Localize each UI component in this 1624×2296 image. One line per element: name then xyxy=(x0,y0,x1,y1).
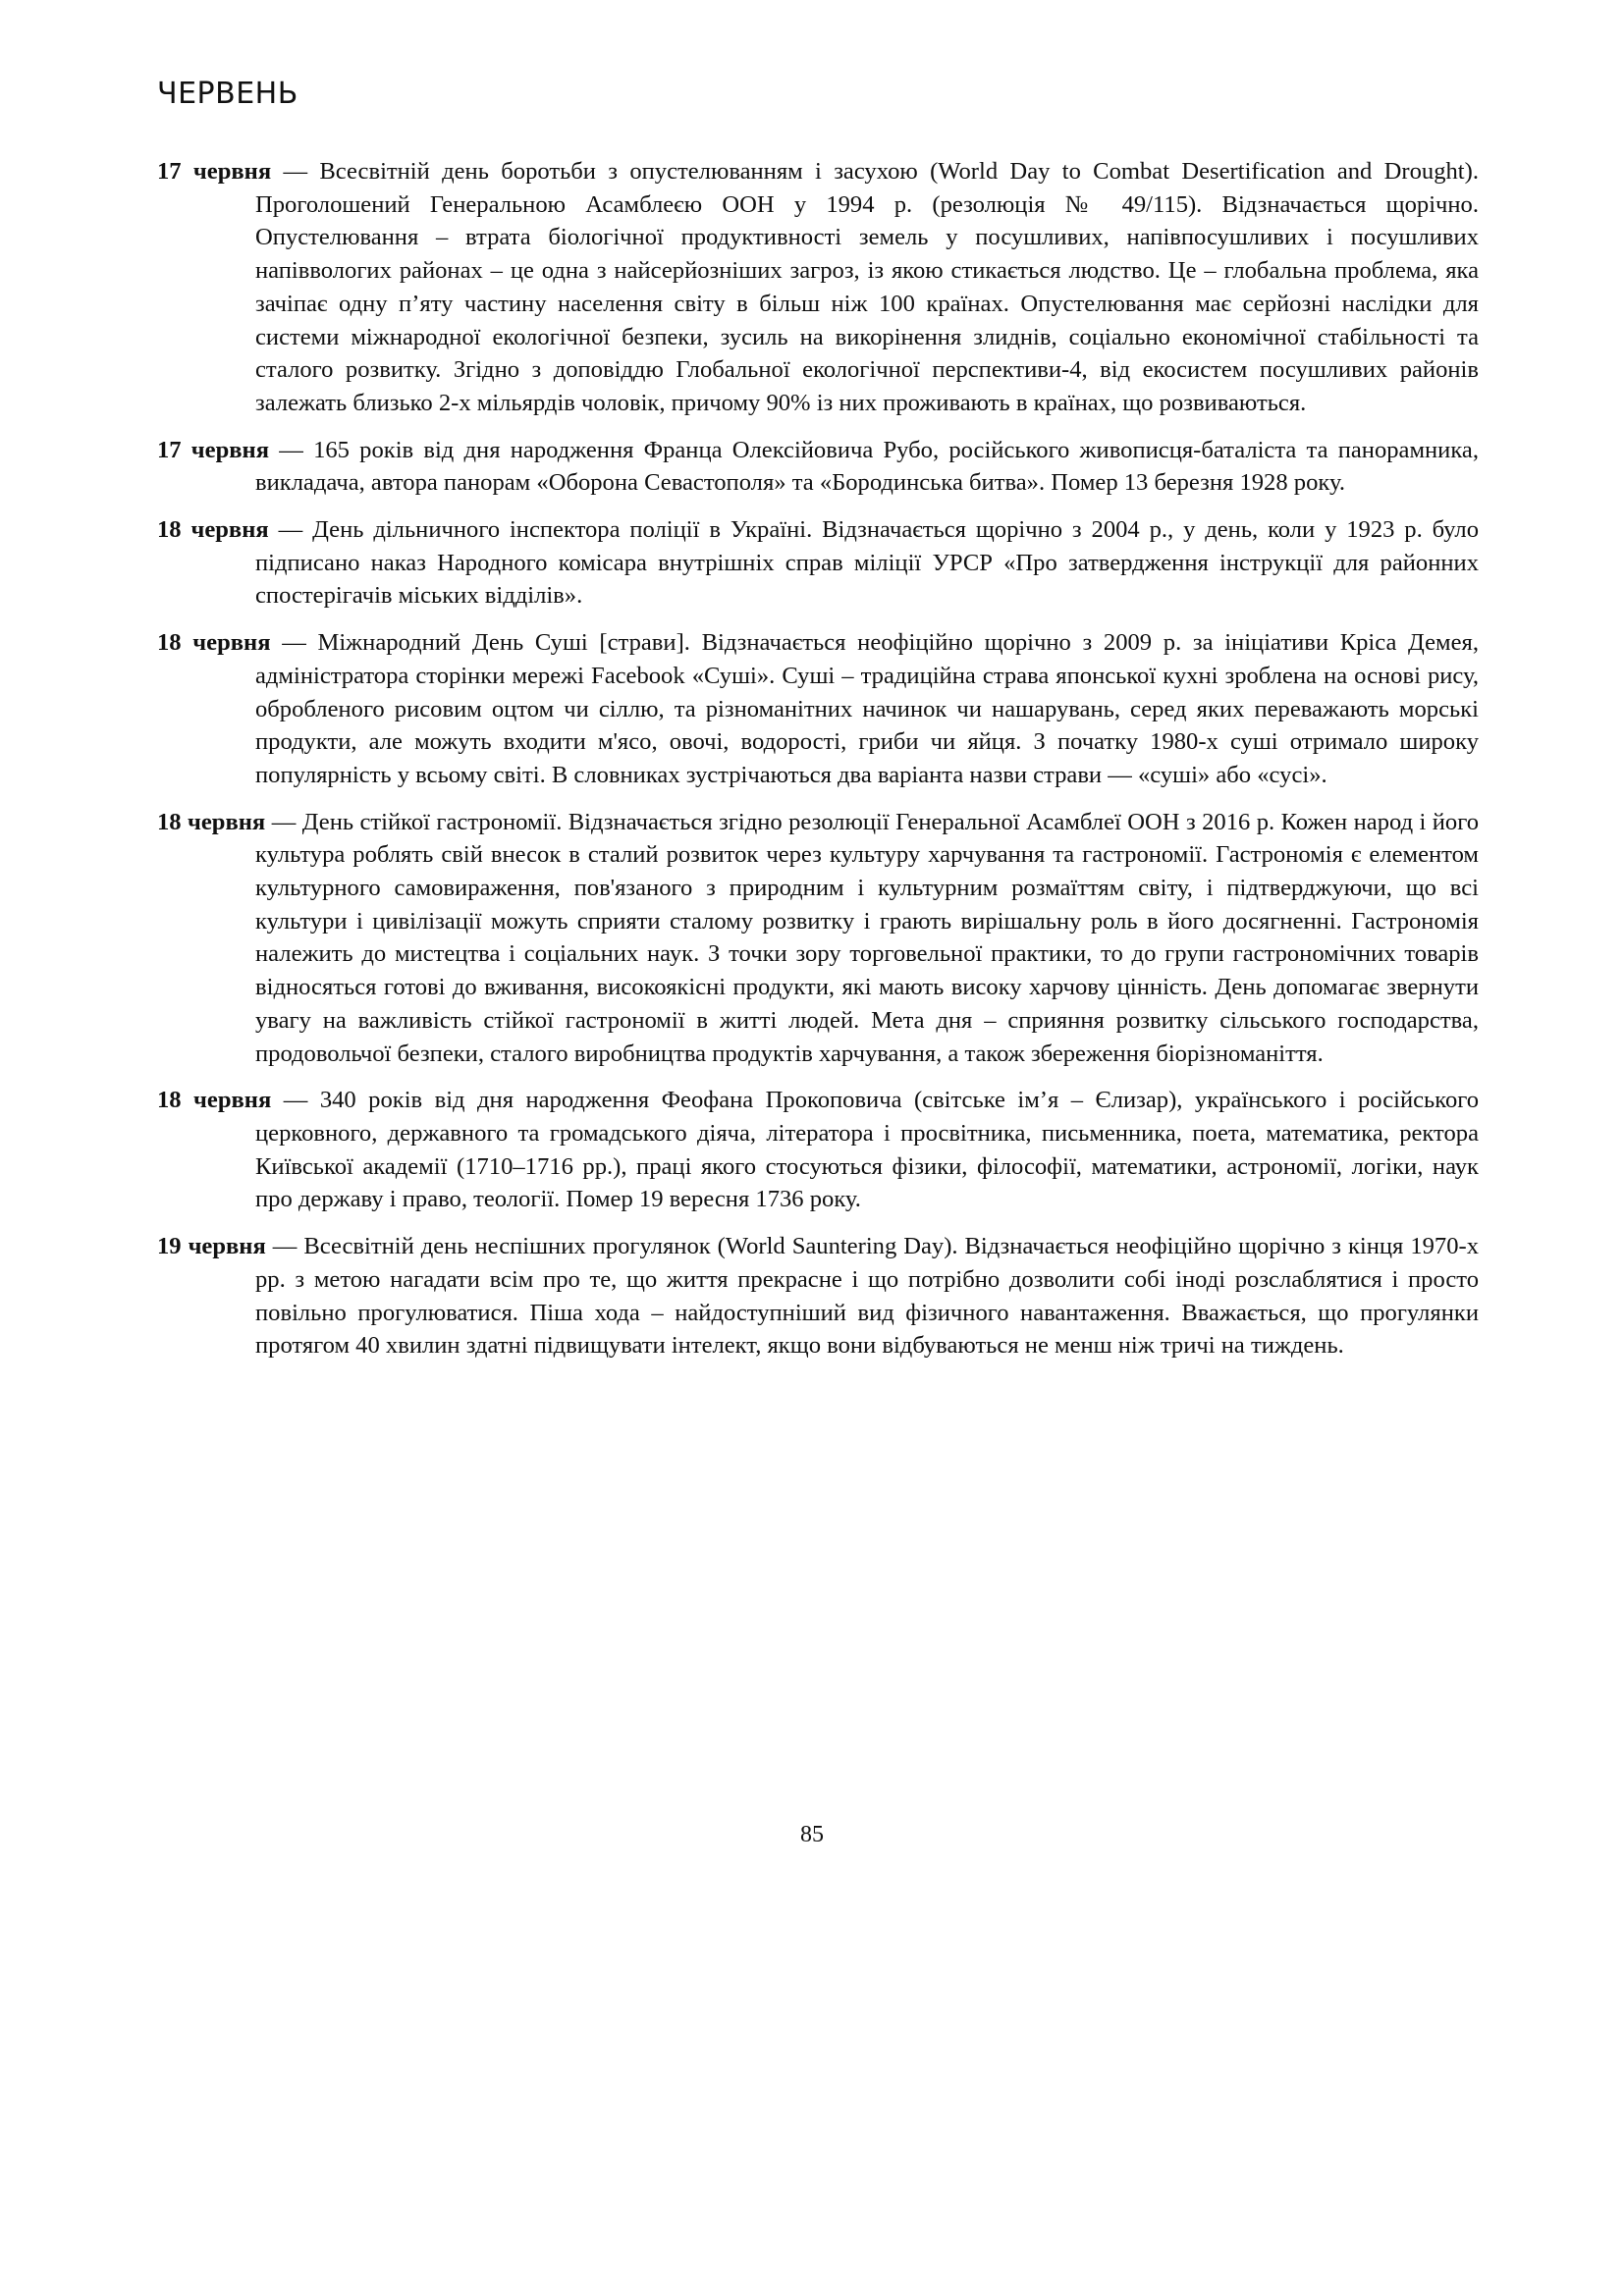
list-item xyxy=(157,513,1479,613)
entry-dash: — xyxy=(272,1233,298,1260)
entry-dash: — xyxy=(283,1087,308,1114)
page-title: ЧЕРВЕНЬ xyxy=(157,77,298,111)
entry-text: Всесвітній день боротьби з опустелюванням і засухою (World Day to Combat Desertification and Drought). Проголошений Генеральною Асамблеєю ООН у 1994 р. (резолюція № 49/115). Відзначається щорічно. Опустелювання – втрата біологічної продуктивності земель у посушливих, напівпосушливих і посушливих напіввологих районах – це одна з найсерйозніших загроз, із якою стикається людство. Це – глобальна проблема, яка зачіпає одну п’яту частину населення світу в більш ніж 100 країнах. Опустелювання має серйозні наслідки для системи міжнародної екологічної безпеки, зусиль на викорінення злиднів, соціально економічної стабільності та сталого розвитку. Згідно з доповіддю Глобальної екологічної перспективи-4, від екосистем посушливих районів залежать близько 2-х мільярдів чоловік, причому 90% із них проживають в країнах, що розвиваються. xyxy=(255,158,1479,416)
list-item xyxy=(157,806,1479,1071)
list-item xyxy=(157,434,1479,500)
entry-dash: — xyxy=(282,629,306,657)
entry-date: 18 червня xyxy=(157,808,266,835)
entry-text: 340 років від дня народження Феофана Прокоповича (світське ім’я – Єлизар), українського і російського церковного, державного та громадського діяча, літератора і просвітника, письменника, поета, математика, ректора Київської академії (1710–1716 рр.), праці якого стосуються фізики, філософії, математики, астрономії, логіки, наук про державу і право, теології. Помер 19 вересня 1736 року. xyxy=(255,1087,1480,1213)
entries-list xyxy=(157,155,1479,1376)
entry-date: 17 червня xyxy=(157,158,272,185)
entry-dash: — xyxy=(283,158,308,185)
list-item xyxy=(157,626,1479,792)
entry-date: 17 червня xyxy=(157,436,270,463)
entry-text: День дільничного інспектора поліції в Україні. Відзначається щорічно з 2004 р., у день, коли у 1923 р. було підписано наказ Народного комісара внутрішніх справ міліції УРСР «Про затвердження інструкції для районних спостерігачів міських відділів». xyxy=(255,516,1479,610)
entry-text: Всесвітній день неспішних прогулянок (World Sauntering Day). Відзначається неофіційно щорічно з кінця 1970-х рр. з метою нагадати всім про те, що життя прекрасне і що потрібно дозволити собі іноді розслаблятися і просто повільно прогулюватися. Піша хода – найдоступніший вид фізичного навантаження. Вважається, що прогулянки протягом 40 хвилин здатні підвищувати інтелект, якщо вони відбуваються не менш ніж тричі на тиждень. xyxy=(255,1233,1480,1360)
entry-text: День стійкої гастрономії. Відзначається згідно резолюції Генеральної Асамблеї ООН з 2016 р. Кожен народ і його культура роблять свій внесок в сталий розвиток через культуру харчування та гастрономії. Гастрономія є елементом культурного самовираження, пов'язаного з природним і культурним розмаїттям світу, і підтверджуючи, що всі культури і цивілізації можуть сприяти сталому розвитку і грають вирішальну роль в його досягненні. Гастрономія належить до мистецтва і соціальних наук. З точки зору торговельної практики, то до групи гастрономічних товарів відносяться готові до вживання, високоякісні продукти, які мають високу харчову цінність. День допомагає звернути увагу на важливість стійкої гастрономії в житті людей. Мета дня – сприяння розвитку сільського господарства, продовольчої безпеки, сталого виробництва продуктів харчування, а також збереження біорізноманіття. xyxy=(255,808,1480,1067)
entry-dash: — xyxy=(271,808,297,835)
entry-date: 18 червня xyxy=(157,1087,272,1114)
entry-text: Міжнародний День Суші [страви]. Відзначається неофіційно щорічно з 2009 р. за ініціативи Кріса Демея, адміністратора сторінки мережі Facebook «Суші». Суші – традиційна страва японської кухні зроблена на основі рису, обробленого рисовим оцтом чи сіллю, та різноманітних начинок чи нашарувань, серед яких переважають морські продукти, але можуть входити м'ясо, овочі, водорості, гриби чи яйця. З початку 1980-х суші отримало широку популярність у всьому світі. В словниках зустрічаються два варіанта назви страви — «суші» або «сусі». xyxy=(255,629,1479,788)
entry-date: 18 червня xyxy=(157,629,271,657)
entry-text: 165 років від дня народження Франца Олексійовича Рубо, російського живописця-баталіста та панорамника, викладача, автора панорам «Оборона Севастополя» та «Бородинська битва». Помер 13 березня 1928 року. xyxy=(255,436,1479,497)
page-number: 85 xyxy=(800,1822,824,1847)
entry-date: 19 червня xyxy=(157,1233,266,1260)
entry-dash: — xyxy=(278,516,303,544)
list-item xyxy=(157,155,1479,420)
list-item xyxy=(157,1084,1479,1216)
entry-dash: — xyxy=(279,436,303,463)
entry-date: 18 червня xyxy=(157,516,269,544)
list-item xyxy=(157,1230,1479,1362)
